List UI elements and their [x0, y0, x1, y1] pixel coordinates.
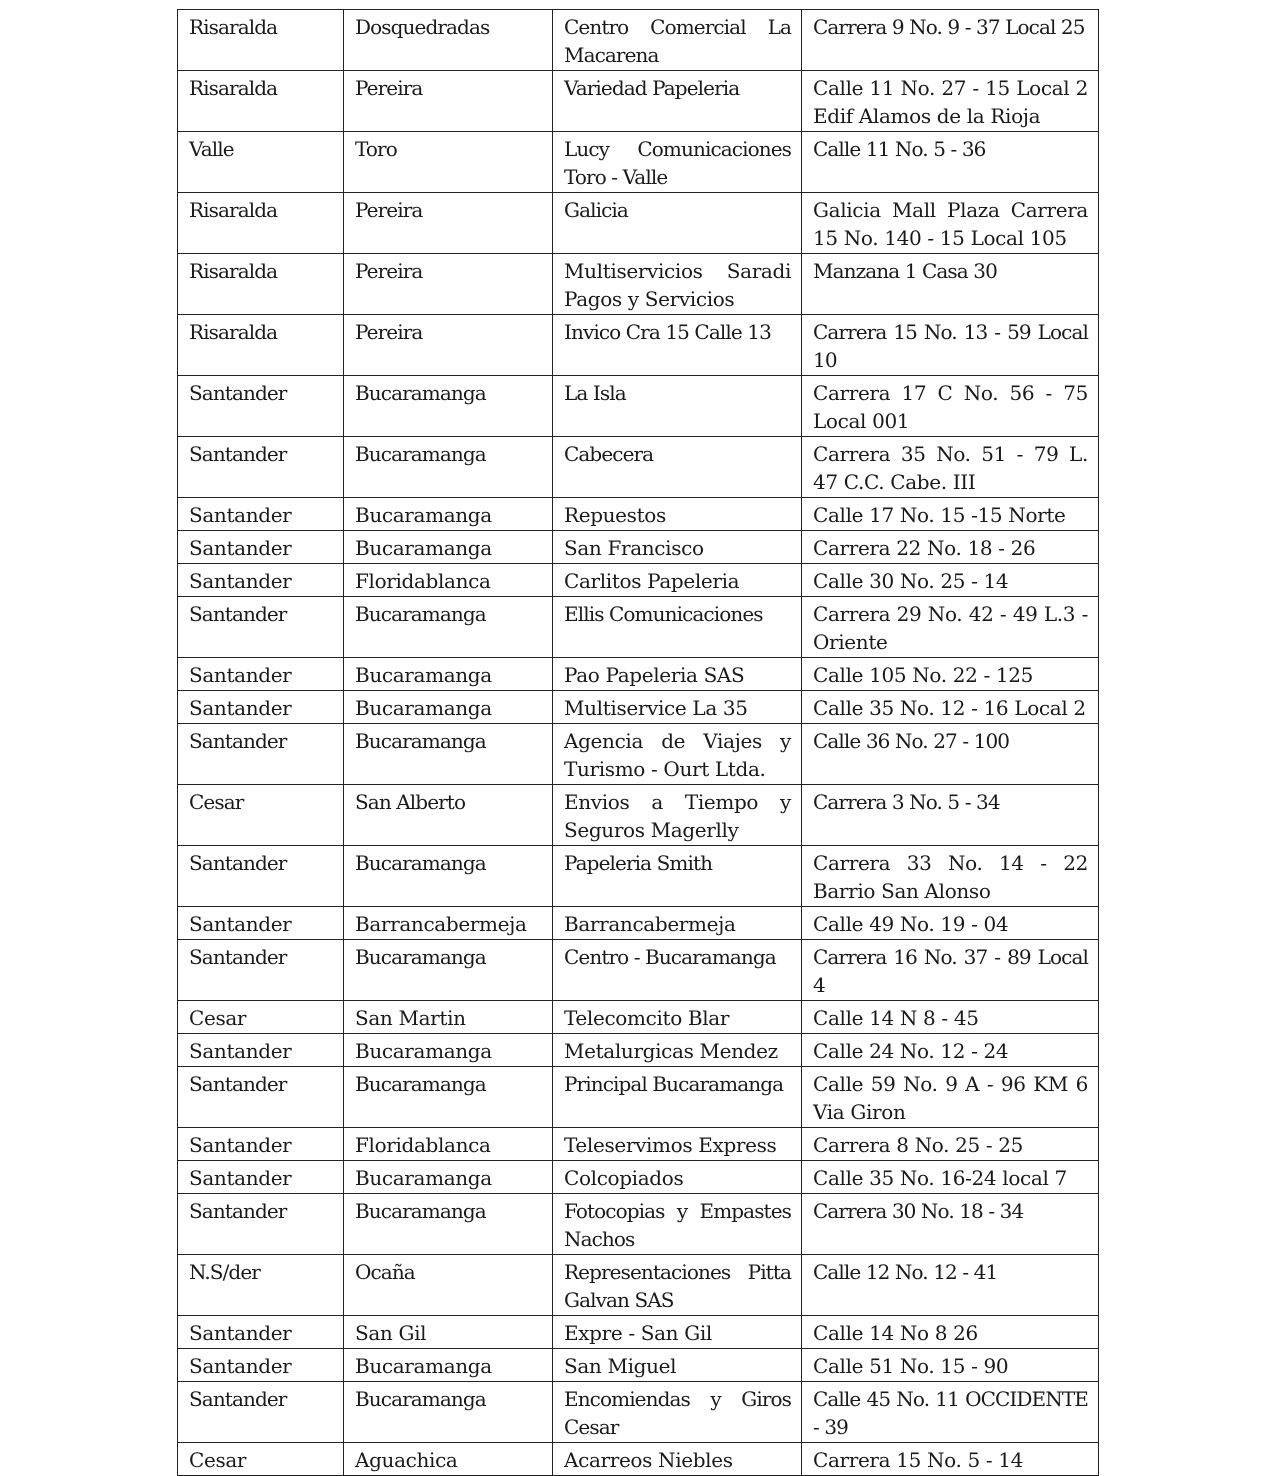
department-cell: Santander: [178, 1161, 344, 1194]
department-cell: Santander: [178, 1034, 344, 1067]
table-row: [178, 498, 1099, 531]
address-cell: Calle 35 No. 16-24 local 7: [802, 1161, 1099, 1194]
address-cell: Calle 35 No. 12 - 16 Local 2: [802, 691, 1099, 724]
table-row: [178, 71, 1099, 132]
city-cell: Bucaramanga: [344, 597, 553, 658]
address-cell: Calle 30 No. 25 - 14: [802, 564, 1099, 597]
address-cell: Calle 14 No 8 26: [802, 1316, 1099, 1349]
city-cell: Bucaramanga: [344, 498, 553, 531]
city-cell: Bucaramanga: [344, 437, 553, 498]
city-cell: Aguachica: [344, 1443, 553, 1476]
city-cell: Bucaramanga: [344, 376, 553, 437]
city-cell: Bucaramanga: [344, 1194, 553, 1255]
agency-name-cell: Pao Papeleria SAS: [553, 658, 802, 691]
city-cell: Bucaramanga: [344, 846, 553, 907]
agency-name-cell: Variedad Papeleria: [553, 71, 802, 132]
department-cell: Cesar: [178, 1001, 344, 1034]
department-cell: Valle: [178, 132, 344, 193]
agency-name-cell: Centro - Bucaramanga: [553, 940, 802, 1001]
agency-name-cell: Teleservimos Express: [553, 1128, 802, 1161]
city-cell: Bucaramanga: [344, 940, 553, 1001]
table-row: [178, 724, 1099, 785]
address-cell: Calle 51 No. 15 - 90: [802, 1349, 1099, 1382]
city-cell: Dosquedradas: [344, 10, 553, 71]
city-cell: Bucaramanga: [344, 1161, 553, 1194]
department-cell: Cesar: [178, 1443, 344, 1476]
department-cell: Santander: [178, 1067, 344, 1128]
city-cell: Ocaña: [344, 1255, 553, 1316]
agency-name-cell: Principal Bucaramanga: [553, 1067, 802, 1128]
table-row: [178, 1382, 1099, 1443]
agency-name-cell: Carlitos Papeleria: [553, 564, 802, 597]
address-cell: Carrera 33 No. 14 - 22 Barrio San Alonso: [802, 846, 1099, 907]
table-row: [178, 10, 1099, 71]
address-cell: Calle 49 No. 19 - 04: [802, 907, 1099, 940]
address-cell: Calle 17 No. 15 -15 Norte: [802, 498, 1099, 531]
agency-name-cell: San Miguel: [553, 1349, 802, 1382]
agency-name-cell: Acarreos Niebles: [553, 1443, 802, 1476]
city-cell: Pereira: [344, 71, 553, 132]
city-cell: Toro: [344, 132, 553, 193]
department-cell: Santander: [178, 940, 344, 1001]
table-row: [178, 1001, 1099, 1034]
table-row: [178, 1316, 1099, 1349]
agency-name-cell: Fotocopias y Empastes Nachos: [553, 1194, 802, 1255]
table-row: [178, 597, 1099, 658]
table-row: [178, 1255, 1099, 1316]
table-row: [178, 1349, 1099, 1382]
department-cell: Santander: [178, 907, 344, 940]
agency-name-cell: Envios a Tiempo y Seguros Magerlly: [553, 785, 802, 846]
table-row: [178, 315, 1099, 376]
address-cell: Calle 36 No. 27 - 100: [802, 724, 1099, 785]
address-cell: Carrera 29 No. 42 - 49 L.3 - Oriente: [802, 597, 1099, 658]
address-cell: Carrera 30 No. 18 - 34: [802, 1194, 1099, 1255]
table-row: [178, 1161, 1099, 1194]
city-cell: Floridablanca: [344, 1128, 553, 1161]
table-row: [178, 940, 1099, 1001]
agency-name-cell: La Isla: [553, 376, 802, 437]
city-cell: San Gil: [344, 1316, 553, 1349]
department-cell: N.S/der: [178, 1255, 344, 1316]
address-cell: Galicia Mall Plaza Carrera 15 No. 140 - 15 Local 105: [802, 193, 1099, 254]
address-cell: Calle 11 No. 5 - 36: [802, 132, 1099, 193]
address-cell: Calle 14 N 8 - 45: [802, 1001, 1099, 1034]
agency-name-cell: Papeleria Smith: [553, 846, 802, 907]
table-row: [178, 658, 1099, 691]
city-cell: Bucaramanga: [344, 531, 553, 564]
agency-name-cell: Colcopiados: [553, 1161, 802, 1194]
table-row: [178, 1194, 1099, 1255]
agency-name-cell: Metalurgicas Mendez: [553, 1034, 802, 1067]
address-cell: Carrera 9 No. 9 - 37 Local 25: [802, 10, 1099, 71]
agency-name-cell: Repuestos: [553, 498, 802, 531]
department-cell: Risaralda: [178, 254, 344, 315]
agency-name-cell: Telecomcito Blar: [553, 1001, 802, 1034]
agency-name-cell: Cabecera: [553, 437, 802, 498]
department-cell: Santander: [178, 658, 344, 691]
table-row: [178, 254, 1099, 315]
department-cell: Santander: [178, 1316, 344, 1349]
city-cell: Bucaramanga: [344, 658, 553, 691]
table-row: [178, 1067, 1099, 1128]
agency-name-cell: Galicia: [553, 193, 802, 254]
address-cell: Calle 11 No. 27 - 15 Local 2 Edif Alamos de la Rioja: [802, 71, 1099, 132]
city-cell: Pereira: [344, 193, 553, 254]
address-cell: Carrera 3 No. 5 - 34: [802, 785, 1099, 846]
agency-name-cell: Ellis Comunicaciones: [553, 597, 802, 658]
agency-name-cell: Encomiendas y Giros Cesar: [553, 1382, 802, 1443]
address-cell: Carrera 35 No. 51 - 79 L. 47 C.C. Cabe. III: [802, 437, 1099, 498]
address-cell: Carrera 15 No. 13 - 59 Local 10: [802, 315, 1099, 376]
city-cell: Bucaramanga: [344, 724, 553, 785]
city-cell: Pereira: [344, 254, 553, 315]
table-row: [178, 1128, 1099, 1161]
agency-name-cell: Representaciones Pitta Galvan SAS: [553, 1255, 802, 1316]
table-row: [178, 193, 1099, 254]
agency-name-cell: Multiservicios Saradi Pagos y Servicios: [553, 254, 802, 315]
table-row: [178, 846, 1099, 907]
city-cell: Bucaramanga: [344, 691, 553, 724]
locations-table-body: [178, 10, 1099, 1476]
agency-name-cell: Invico Cra 15 Calle 13: [553, 315, 802, 376]
department-cell: Santander: [178, 1349, 344, 1382]
address-cell: Carrera 22 No. 18 - 26: [802, 531, 1099, 564]
address-cell: Calle 105 No. 22 - 125: [802, 658, 1099, 691]
city-cell: Pereira: [344, 315, 553, 376]
address-cell: Calle 45 No. 11 OCCIDENTE - 39: [802, 1382, 1099, 1443]
table-row: [178, 376, 1099, 437]
table-row: [178, 132, 1099, 193]
table-row: [178, 437, 1099, 498]
locations-table: [177, 9, 1099, 1476]
address-cell: Carrera 8 No. 25 - 25: [802, 1128, 1099, 1161]
department-cell: Risaralda: [178, 193, 344, 254]
address-cell: Manzana 1 Casa 30: [802, 254, 1099, 315]
address-cell: Carrera 17 C No. 56 - 75 Local 001: [802, 376, 1099, 437]
address-cell: Calle 12 No. 12 - 41: [802, 1255, 1099, 1316]
department-cell: Santander: [178, 376, 344, 437]
address-cell: Carrera 15 No. 5 - 14: [802, 1443, 1099, 1476]
table-row: [178, 691, 1099, 724]
city-cell: Floridablanca: [344, 564, 553, 597]
agency-name-cell: San Francisco: [553, 531, 802, 564]
department-cell: Santander: [178, 1128, 344, 1161]
department-cell: Santander: [178, 846, 344, 907]
department-cell: Risaralda: [178, 71, 344, 132]
city-cell: Bucaramanga: [344, 1349, 553, 1382]
agency-name-cell: Multiservice La 35: [553, 691, 802, 724]
department-cell: Santander: [178, 564, 344, 597]
city-cell: Bucaramanga: [344, 1067, 553, 1128]
agency-name-cell: Agencia de Viajes y Turismo - Ourt Ltda.: [553, 724, 802, 785]
department-cell: Santander: [178, 724, 344, 785]
agency-name-cell: Lucy Comunicaciones Toro - Valle: [553, 132, 802, 193]
department-cell: Santander: [178, 437, 344, 498]
department-cell: Santander: [178, 691, 344, 724]
department-cell: Santander: [178, 531, 344, 564]
agency-name-cell: Expre - San Gil: [553, 1316, 802, 1349]
address-cell: Calle 24 No. 12 - 24: [802, 1034, 1099, 1067]
city-cell: Bucaramanga: [344, 1382, 553, 1443]
agency-name-cell: Centro Comercial La Macarena: [553, 10, 802, 71]
city-cell: Barrancabermeja: [344, 907, 553, 940]
city-cell: Bucaramanga: [344, 1034, 553, 1067]
department-cell: Santander: [178, 1194, 344, 1255]
table-row: [178, 907, 1099, 940]
table-row: [178, 564, 1099, 597]
department-cell: Risaralda: [178, 10, 344, 71]
department-cell: Risaralda: [178, 315, 344, 376]
address-cell: Calle 59 No. 9 A - 96 KM 6 Via Giron: [802, 1067, 1099, 1128]
agency-name-cell: Barrancabermeja: [553, 907, 802, 940]
department-cell: Santander: [178, 498, 344, 531]
table-row: [178, 1034, 1099, 1067]
table-row: [178, 1443, 1099, 1476]
department-cell: Santander: [178, 597, 344, 658]
table-row: [178, 785, 1099, 846]
table-row: [178, 531, 1099, 564]
city-cell: San Alberto: [344, 785, 553, 846]
department-cell: Cesar: [178, 785, 344, 846]
city-cell: San Martin: [344, 1001, 553, 1034]
department-cell: Santander: [178, 1382, 344, 1443]
address-cell: Carrera 16 No. 37 - 89 Local 4: [802, 940, 1099, 1001]
